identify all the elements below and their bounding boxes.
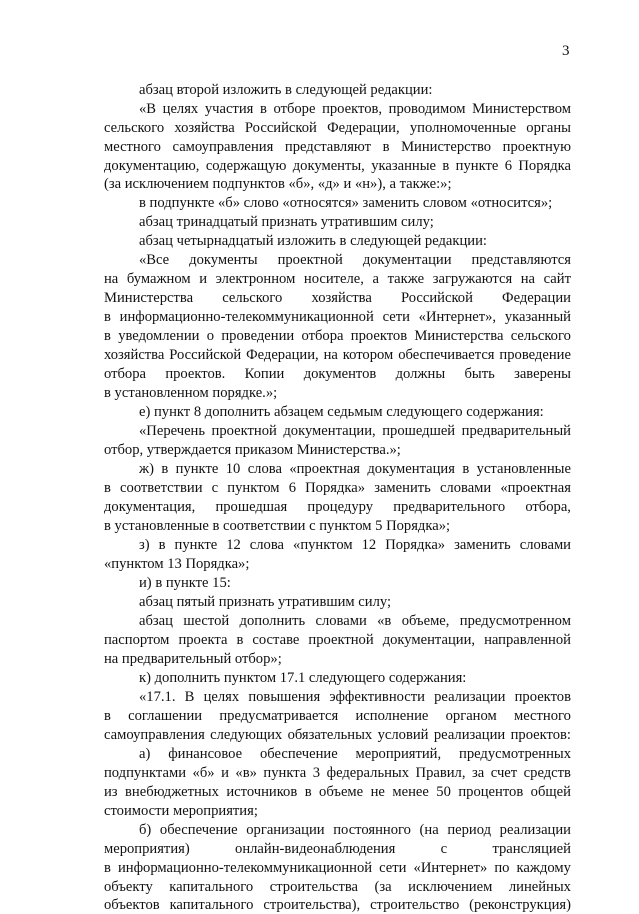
text-line: самоуправления следующих обязательных условий реализации проектов: xyxy=(104,727,571,743)
text-line: объекту капитального строительства (за исключением линейных xyxy=(104,879,571,895)
text-line: абзац четырнадцатый изложить в следующей редакции: xyxy=(139,233,487,249)
text-line: подпунктами «б» и «в» пункта 3 федеральных Правил, за счет средств xyxy=(104,765,571,781)
text-line: из внебюджетных источников в объеме не менее 50 процентов общей xyxy=(104,784,571,800)
text-line: документация, прошедшая процедуру предварительного отбора, xyxy=(104,499,571,515)
text-line: (за исключением подпунктов «б», «д» и «н»), а также:»; xyxy=(104,176,452,192)
text-line: к) дополнить пунктом 17.1 следующего содержания: xyxy=(139,670,467,686)
text-line: сельского хозяйства Российской Федерации, уполномоченные органы xyxy=(104,120,571,136)
text-line: в информационно-телекоммуникационной сети «Интернет» по каждому xyxy=(104,860,571,876)
text-line: и) в пункте 15: xyxy=(139,575,231,591)
text-line: «пунктом 13 Порядка»; xyxy=(104,556,250,572)
text-line: абзац шестой дополнить словами «в объеме, предусмотренном xyxy=(139,613,571,629)
text-line: «В целях участия в отборе проектов, проводимом Министерством xyxy=(139,101,571,117)
text-line: местного самоуправления представляют в Министерство проектную xyxy=(104,139,571,155)
text-line: на бумажном и электронном носителе, а также загружаются на сайт xyxy=(104,271,571,287)
text-line: в уведомлении о проведении отбора проектов Министерства сельского xyxy=(104,328,571,344)
text-line: отбора проектов. Копии документов должны быть заверены xyxy=(104,366,571,382)
text-line: документацию, содержащую документы, указанные в пункте 6 Порядка xyxy=(104,158,571,174)
text-line: в информационно-телекоммуникационной сети «Интернет», указанный xyxy=(104,309,571,325)
text-line: хозяйства Российской Федерации, на котором обеспечивается проведение xyxy=(104,347,571,363)
text-line: абзац второй изложить в следующей редакции: xyxy=(139,82,433,98)
text-line: е) пункт 8 дополнить абзацем седьмым следующего содержания: xyxy=(139,404,544,420)
text-line: Министерства сельского хозяйства Российской Федерации xyxy=(104,290,571,306)
text-line: в подпункте «б» слово «относятся» заменить словом «относится»; xyxy=(139,195,553,211)
text-line: мероприятия) онлайн-видеонаблюдения с трансляцией xyxy=(104,841,571,857)
text-line: отбор, утверждается приказом Министерства.»; xyxy=(104,442,401,458)
text-line: паспортом проекта в составе проектной документации, направленной xyxy=(104,632,571,648)
text-line: «Все документы проектной документации представляются xyxy=(139,252,571,268)
text-line: абзац пятый признать утратившим силу; xyxy=(139,594,392,610)
text-line: в соглашении предусматривается исполнение органом местного xyxy=(104,708,571,724)
text-line: з) в пункте 12 слова «пунктом 12 Порядка» заменить словами xyxy=(139,537,571,553)
text-line: стоимости мероприятия; xyxy=(104,803,258,819)
text-line: а) финансовое обеспечение мероприятий, предусмотренных xyxy=(139,746,571,762)
text-line: объектов капитального строительства), строительство (реконструкция) xyxy=(104,897,571,913)
text-line: «17.1. В целях повышения эффективности реализации проектов xyxy=(139,689,571,705)
page-number: 3 xyxy=(562,43,570,59)
text-line: на предварительный отбор»; xyxy=(104,651,282,667)
text-line: в установленном порядке.»; xyxy=(104,385,278,401)
text-line: б) обеспечение организации постоянного (на период реализации xyxy=(139,822,571,838)
text-line: в установленные в соответствии с пунктом 5 Порядка»; xyxy=(104,518,451,534)
text-line: абзац тринадцатый признать утратившим силу; xyxy=(139,214,434,230)
text-line: в соответствии с пунктом 6 Порядка» заменить словами «проектная xyxy=(104,480,571,496)
text-line: ж) в пункте 10 слова «проектная документация в установленные xyxy=(139,461,571,477)
text-line: «Перечень проектной документации, прошедшей предварительный xyxy=(139,423,571,439)
